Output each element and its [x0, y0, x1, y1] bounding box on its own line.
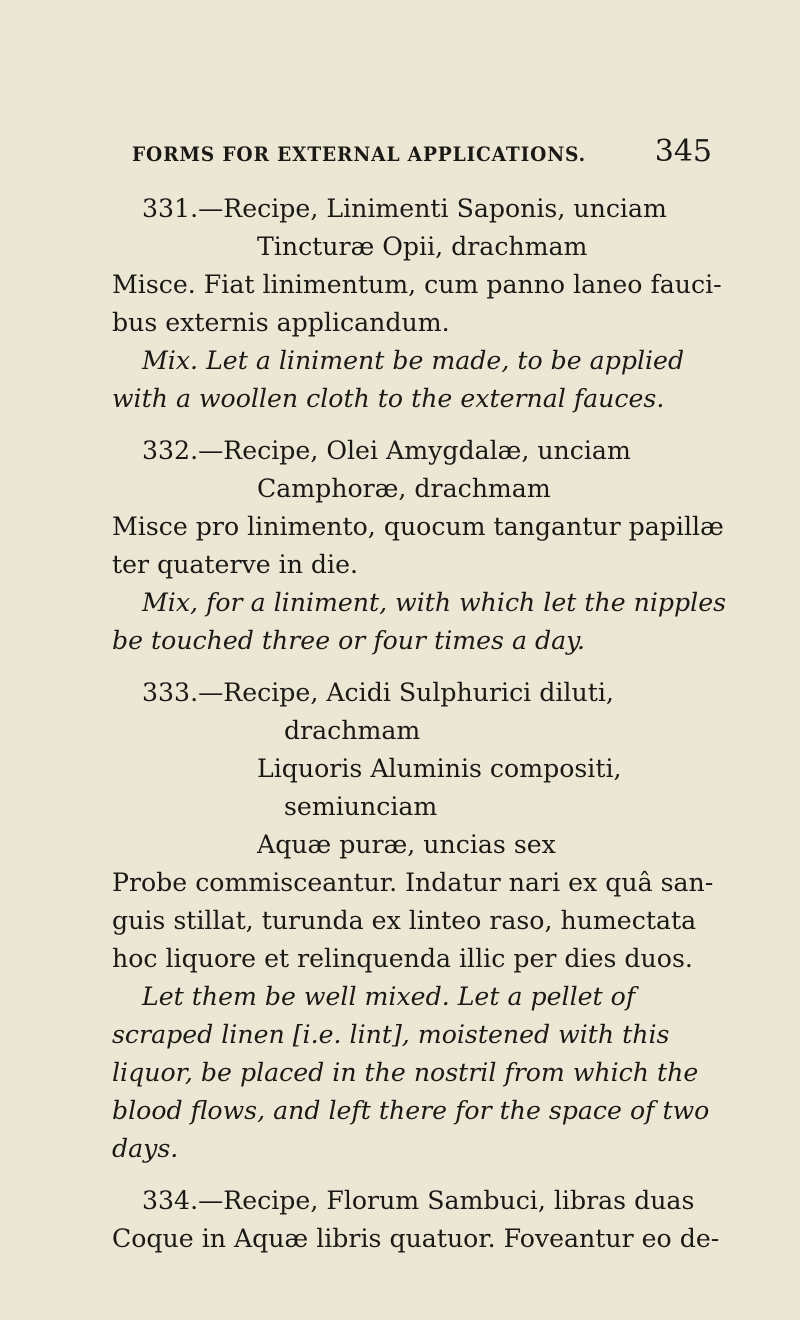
- translation-line: blood flows, and left there for the space of two: [112, 1096, 710, 1125]
- recipe-332: [112, 432, 727, 660]
- text-line: Misce pro linimento, quocum tangantur papillæ: [112, 512, 724, 541]
- text-line: hoc liquore et relinquenda illic per dies duos.: [112, 944, 693, 973]
- page-body: [112, 190, 727, 1258]
- text-line: Misce. Fiat linimentum, cum panno laneo fauci-: [112, 270, 722, 299]
- page-header: [132, 134, 712, 169]
- text-line: guis stillat, turunda ex linteo raso, humectata: [112, 906, 697, 935]
- recipe-331: [112, 190, 722, 418]
- running-head: FORMS FOR EXTERNAL APPLICATIONS.: [132, 142, 586, 166]
- text-line: 332.—Recipe, Olei Amygdalæ, unciam: [142, 436, 631, 465]
- text-line: Liquoris Aluminis compositi,: [257, 754, 622, 783]
- translation-line: scraped linen [i.e. lint], moistened with this: [112, 1020, 670, 1049]
- text-line: ter quaterve in die.: [112, 550, 359, 579]
- recipe-334: [112, 1182, 720, 1258]
- translation-line: Mix. Let a liniment be made, to be applied: [142, 346, 685, 375]
- text-line: 331.—Recipe, Linimenti Saponis, unciam: [142, 194, 667, 223]
- text-line: semiunciam: [284, 792, 438, 821]
- translation-line: be touched three or four times a day.: [112, 626, 586, 655]
- text-line: Probe commisceantur. Indatur nari ex quâ san-: [112, 868, 714, 897]
- text-line: Tincturæ Opii, drachmam: [257, 232, 588, 261]
- translation-line: with a woollen cloth to the external fauces.: [112, 384, 665, 413]
- text-line: Coque in Aquæ libris quatuor. Foveantur eo de-: [112, 1224, 720, 1253]
- text-line: bus externis applicandum.: [112, 308, 450, 337]
- text-line: 333.—Recipe, Acidi Sulphurici diluti,: [142, 678, 614, 707]
- translation-line: days.: [112, 1134, 179, 1163]
- text-line: 334.—Recipe, Florum Sambuci, libras duas: [142, 1186, 695, 1215]
- page-number: 345: [654, 134, 712, 169]
- text-line: drachmam: [284, 716, 421, 745]
- recipe-333: [112, 674, 712, 1168]
- translation-line: liquor, be placed in the nostril from which the: [112, 1058, 699, 1087]
- text-line: Camphoræ, drachmam: [257, 474, 551, 503]
- translation-line: Let them be well mixed. Let a pellet of: [142, 982, 636, 1011]
- text-line: Aquæ puræ, uncias sex: [257, 830, 556, 859]
- translation-line: Mix, for a liniment, with which let the nipples: [142, 588, 727, 617]
